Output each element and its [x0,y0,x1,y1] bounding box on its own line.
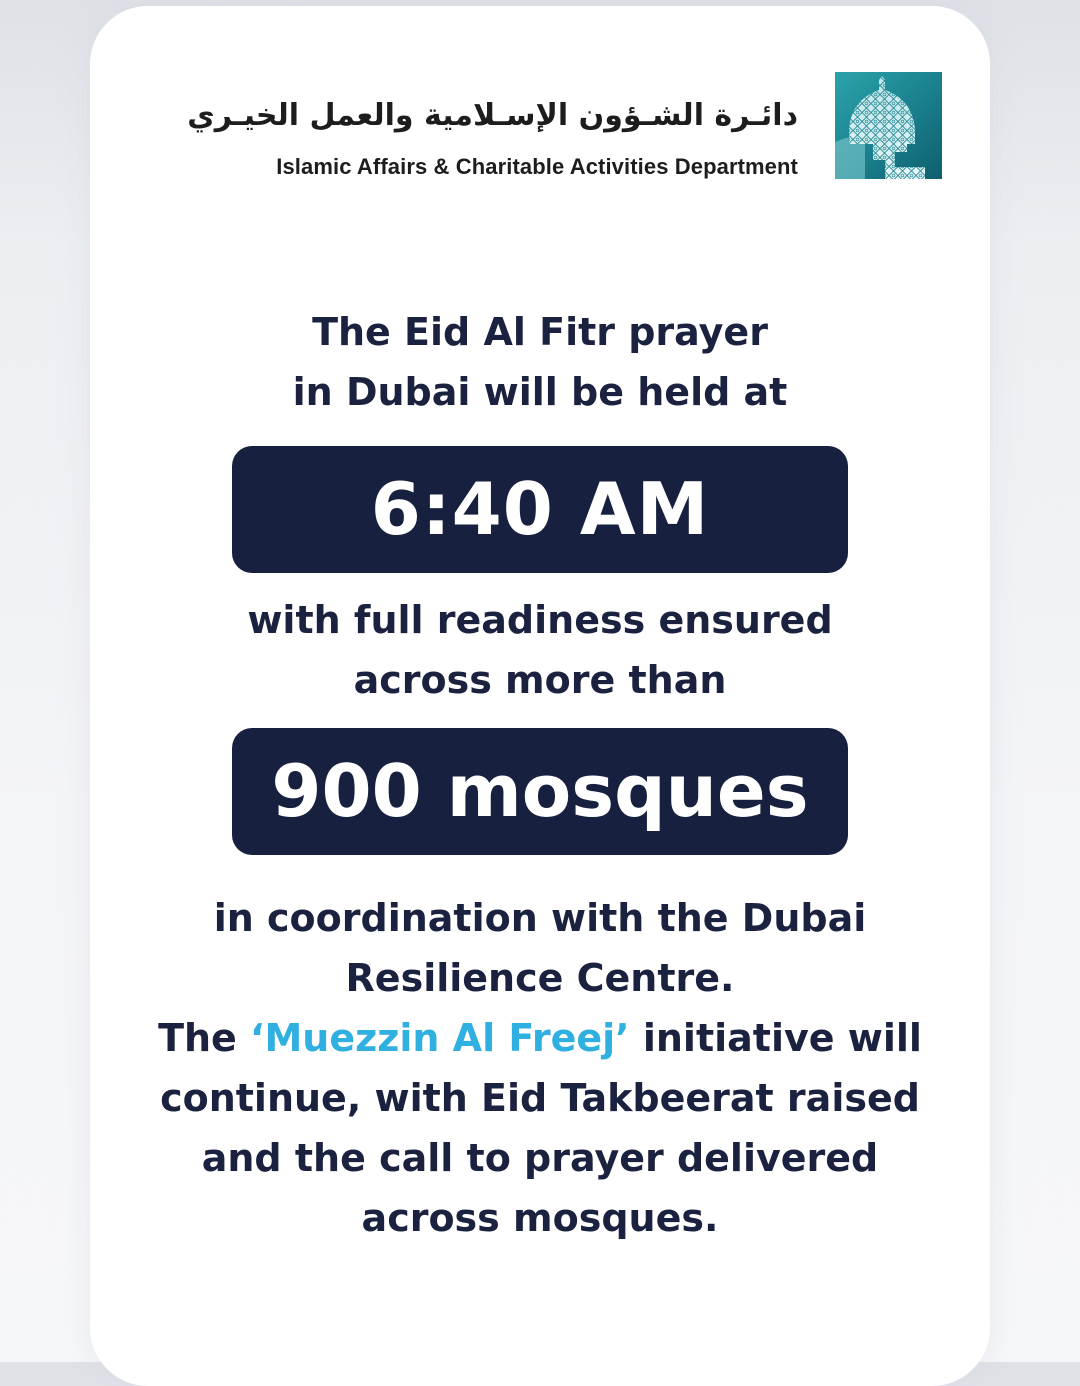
initiative-prefix: The [158,1016,237,1060]
mosque-count-badge: 900 mosques [232,728,848,855]
org-name-arabic: دائـرة الشـؤون الإسـلامية والعمل الخيـري [187,98,798,133]
readiness-line-2: across more than [353,658,727,702]
prayer-time-badge: 6:40 AM [232,446,848,573]
takbeer-line-2: and the call to prayer delivered [201,1136,879,1180]
org-name-english: Islamic Affairs & Charitable Activities Department [276,154,798,179]
intro-line-2: in Dubai will be held at [292,370,788,414]
initiative-name: ‘Muezzin Al Freej’ [250,1016,630,1060]
mosque-dome-logo-icon [835,72,942,179]
coordination-line-1: in coordination with the Dubai [213,896,867,940]
header [0,66,1080,186]
readiness-line-1: with full readiness ensured [247,598,833,642]
coordination-line-2: Resilience Centre. [345,956,735,1000]
initiative-line [0,1008,1080,1068]
takbeer-line-3: across mosques. [361,1196,719,1240]
intro-line-1: The Eid Al Fitr prayer [312,310,768,354]
takbeer-line-1: continue, with Eid Takbeerat raised [160,1076,920,1120]
initiative-suffix: initiative will [642,1016,922,1060]
